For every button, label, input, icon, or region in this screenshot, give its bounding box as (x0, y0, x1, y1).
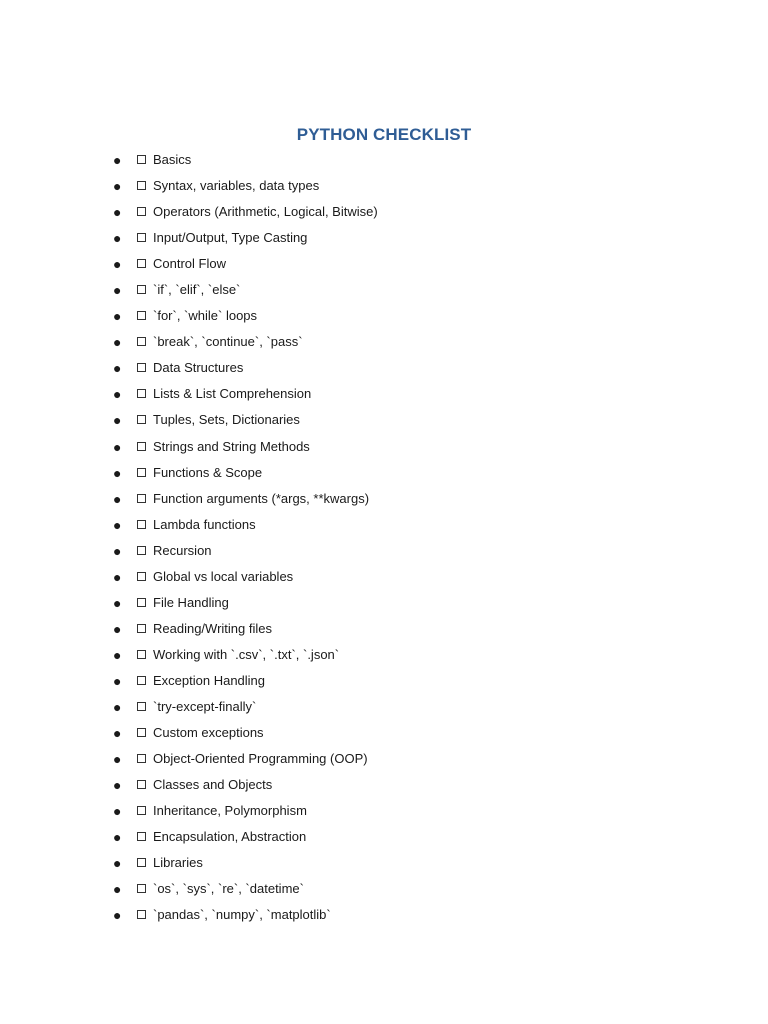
checkbox-icon[interactable] (137, 754, 146, 763)
checklist-item (0, 329, 768, 355)
bullet-icon: ● (113, 256, 122, 273)
checklist-item-label: Libraries (153, 855, 203, 871)
checkbox-icon[interactable] (137, 363, 146, 372)
checkbox-icon[interactable] (137, 494, 146, 503)
bullet-icon: ● (113, 672, 122, 689)
checklist-item-label: Operators (Arithmetic, Logical, Bitwise) (153, 204, 378, 220)
checklist-item (0, 434, 768, 460)
checklist-item (0, 512, 768, 538)
checklist-item (0, 590, 768, 616)
checklist-item-label: File Handling (153, 594, 229, 610)
bullet-icon: ● (113, 855, 122, 872)
checkbox-icon[interactable] (137, 702, 146, 711)
checklist-item (0, 902, 768, 928)
checklist-item (0, 798, 768, 824)
checklist-item-label: `pandas`, `numpy`, `matplotlib` (153, 907, 331, 923)
checklist-item-label: Reading/Writing files (153, 620, 272, 636)
bullet-icon: ● (113, 777, 122, 794)
checklist-item-label: Data Structures (153, 360, 244, 376)
bullet-icon: ● (113, 308, 122, 325)
checklist-item (0, 381, 768, 407)
bullet-icon: ● (113, 412, 122, 429)
bullet-icon: ● (113, 594, 122, 611)
checklist-item-label: Custom exceptions (153, 725, 264, 741)
bullet-icon: ● (113, 725, 122, 742)
bullet-icon: ● (113, 568, 122, 585)
bullet-icon: ● (113, 464, 122, 481)
checkbox-icon[interactable] (137, 415, 146, 424)
checkbox-icon[interactable] (137, 337, 146, 346)
bullet-icon: ● (113, 881, 122, 898)
checkbox-icon[interactable] (137, 520, 146, 529)
checklist-item (0, 303, 768, 329)
checklist-item-label: Exception Handling (153, 672, 266, 688)
checklist-item-label: Input/Output, Type Casting (153, 230, 308, 246)
checklist-item-label: Function arguments (*args, **kwargs) (153, 490, 370, 506)
checklist-item-label: Syntax, variables, data types (153, 178, 320, 194)
checkbox-icon[interactable] (137, 598, 146, 607)
checklist-item-label: Tuples, Sets, Dictionaries (153, 412, 300, 428)
checklist-item-label: Global vs local variables (153, 568, 294, 584)
bullet-icon: ● (113, 516, 122, 533)
checklist-item (0, 876, 768, 902)
checklist-item-label: Classes and Objects (153, 777, 273, 793)
checklist-item (0, 460, 768, 486)
checkbox-icon[interactable] (137, 546, 146, 555)
bullet-icon: ● (113, 360, 122, 377)
checkbox-icon[interactable] (137, 155, 146, 164)
checklist-item (0, 251, 768, 277)
checklist-item-label: Recursion (153, 542, 212, 558)
checkbox-icon[interactable] (137, 858, 146, 867)
bullet-icon: ● (113, 646, 122, 663)
checklist-item (0, 824, 768, 850)
bullet-icon: ● (113, 698, 122, 715)
checkbox-icon[interactable] (137, 624, 146, 633)
checkbox-icon[interactable] (137, 259, 146, 268)
checklist-item-label: Object-Oriented Programming (OOP) (153, 751, 368, 767)
checklist-item-label: Basics (153, 152, 192, 167)
bullet-icon: ● (113, 230, 122, 247)
bullet-icon: ● (113, 829, 122, 846)
checklist-item (0, 538, 768, 564)
checklist-item-label: `for`, `while` loops (153, 308, 258, 324)
checklist-item (0, 199, 768, 225)
checklist-item-label: Inheritance, Polymorphism (153, 803, 307, 819)
checklist (0, 147, 768, 928)
checklist-item (0, 564, 768, 590)
bullet-icon: ● (113, 907, 122, 924)
checklist-item (0, 668, 768, 694)
checklist-item (0, 642, 768, 668)
checklist-item-label: `break`, `continue`, `pass` (153, 334, 303, 350)
checklist-item (0, 225, 768, 251)
checklist-item (0, 355, 768, 381)
checklist-item-label: `try-except-finally` (153, 698, 257, 714)
checklist-item-label: `if`, `elif`, `else` (153, 282, 241, 298)
bullet-icon: ● (113, 751, 122, 768)
checkbox-icon[interactable] (137, 910, 146, 919)
checklist-item-label: Encapsulation, Abstraction (153, 829, 307, 845)
page-title: PYTHON CHECKLIST (296, 125, 472, 144)
checkbox-icon[interactable] (137, 311, 146, 320)
checklist-item (0, 616, 768, 642)
checkbox-icon[interactable] (137, 233, 146, 242)
checklist-item (0, 850, 768, 876)
checklist-item (0, 407, 768, 433)
checkbox-icon[interactable] (137, 389, 146, 398)
checkbox-icon[interactable] (137, 832, 146, 841)
checkbox-icon[interactable] (137, 181, 146, 190)
bullet-icon: ● (113, 178, 122, 195)
checkbox-icon[interactable] (137, 468, 146, 477)
bullet-icon: ● (113, 620, 122, 637)
checklist-item (0, 720, 768, 746)
checklist-item-label: Functions & Scope (153, 464, 263, 480)
checklist-item (0, 772, 768, 798)
bullet-icon: ● (113, 542, 122, 559)
bullet-icon: ● (113, 152, 122, 168)
checklist-item-label: `os`, `sys`, `re`, `datetime` (153, 881, 304, 897)
checkbox-icon[interactable] (137, 442, 146, 451)
checklist-item (0, 277, 768, 303)
checkbox-icon[interactable] (137, 572, 146, 581)
checkbox-icon[interactable] (137, 780, 146, 789)
checklist-item (0, 486, 768, 512)
checklist-item-label: Control Flow (153, 256, 226, 272)
checkbox-icon[interactable] (137, 884, 146, 893)
bullet-icon: ● (113, 334, 122, 351)
bullet-icon: ● (113, 438, 122, 455)
checklist-item (0, 173, 768, 199)
bullet-icon: ● (113, 204, 122, 221)
checklist-item (0, 694, 768, 720)
checkbox-icon[interactable] (137, 728, 146, 737)
checklist-item-label: Lambda functions (153, 516, 256, 532)
checklist-item (0, 746, 768, 772)
checkbox-icon[interactable] (137, 207, 146, 216)
bullet-icon: ● (113, 803, 122, 820)
checklist-item-label: Strings and String Methods (153, 438, 310, 454)
checkbox-icon[interactable] (137, 285, 146, 294)
checklist-item-label: Working with `.csv`, `.txt`, `.json` (153, 646, 340, 662)
checklist-item (0, 147, 768, 173)
bullet-icon: ● (113, 282, 122, 299)
bullet-icon: ● (113, 490, 122, 507)
checklist-item-label: Lists & List Comprehension (153, 386, 312, 402)
checkbox-icon[interactable] (137, 650, 146, 659)
checkbox-icon[interactable] (137, 676, 146, 685)
bullet-icon: ● (113, 386, 122, 403)
checkbox-icon[interactable] (137, 806, 146, 815)
